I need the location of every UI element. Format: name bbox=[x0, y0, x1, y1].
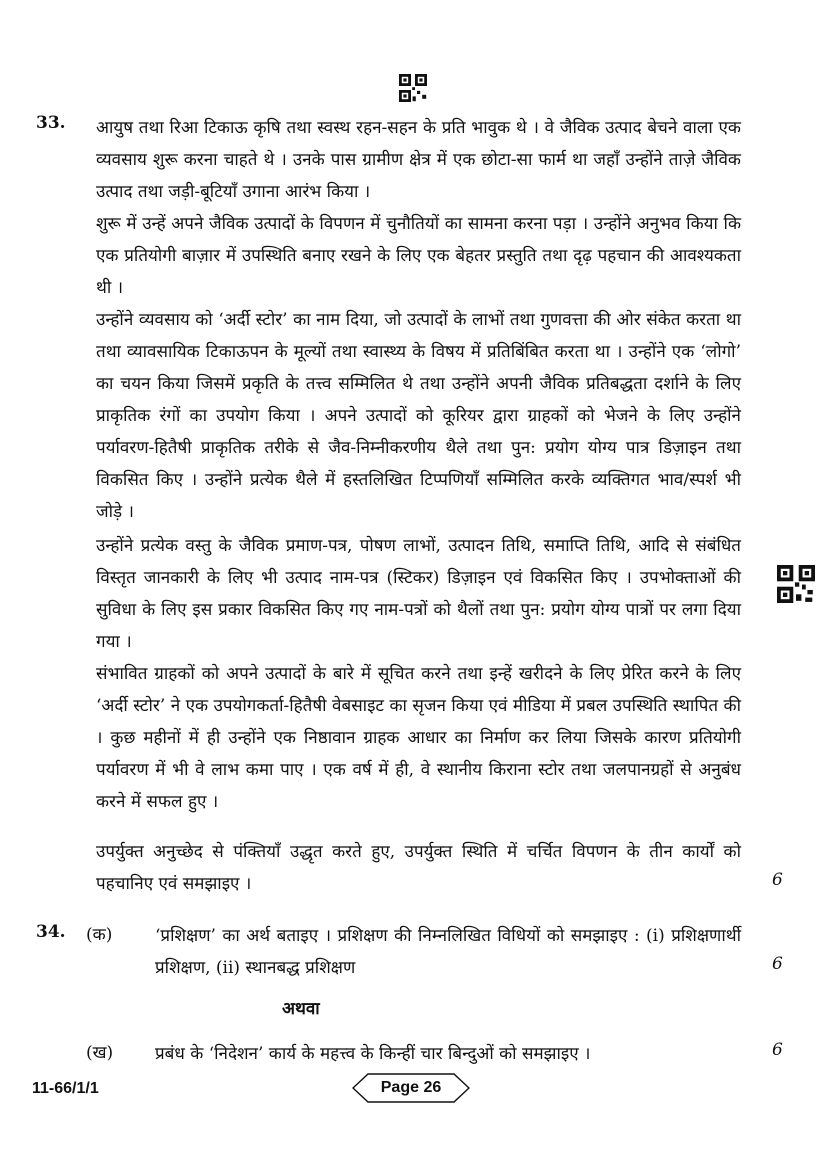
qr-code-icon bbox=[777, 565, 815, 603]
paper-code: 11-66/1/1 bbox=[32, 1080, 99, 1097]
sub-question-label: (क) bbox=[86, 925, 113, 945]
question-number: 33. bbox=[36, 113, 66, 133]
q33-paragraph-2: शुरू में उन्हें अपने जैविक उत्पादों के विपणन में चुनौतियों का सामना करना पड़ा । उन्होंने अनुभव किया कि एक प्रतियोगी बाज़ार में उपस्थिति बनाए रखने के लिए एक बेहतर प्रस्तुति तथा दृढ़ पहचान की आवश्यकता थी । bbox=[96, 214, 741, 298]
q34-part-a-text: ‘प्रशिक्षण’ का अर्थ बताइए । प्रशिक्षण की निम्नलिखित विधियों को समझाइए : (i) प्रशिक्षणार्थी प्रशिक्षण, (ii) स्थानबद्ध प्रशिक्षण bbox=[155, 926, 741, 978]
marks: 6 bbox=[772, 1040, 783, 1060]
page-number-badge bbox=[352, 1073, 470, 1103]
q34-part-b-text: प्रबंध के ‘निदेशन’ कार्य के महत्त्व के किन्हीं चार बिन्दुओं को समझाइए । bbox=[155, 1044, 591, 1064]
marks: 6 bbox=[772, 954, 783, 974]
marks: 6 bbox=[772, 870, 783, 890]
q33-paragraph-4: उन्होंने प्रत्येक वस्तु के जैविक प्रमाण-पत्र, पोषण लाभों, उत्पादन तिथि, समाप्ति तिथि, आदि से संबंधित विस्तृत जानकारी के लिए भी उत्पाद नाम-पत्र (स्टिकर) डिज़ाइन एवं विकसित किए । उपभोक्ताओं की सुविधा के लिए इस प्रकार विकसित किए गए नाम-पत्रों को थैलों तथा पुन: प्रयोग योग्य पात्रों पर लगा दिया गया । bbox=[96, 536, 741, 652]
qr-code-icon bbox=[399, 74, 427, 102]
sub-question-label: (ख) bbox=[86, 1043, 114, 1063]
q33-question: उपर्युक्त अनुच्छेद से पंक्तियाँ उद्धृत करते हुए, उपर्युक्त स्थिति में चर्चित विपणन के तीन कार्यों को पहचानिए एवं समझाइए । bbox=[96, 842, 741, 894]
or-label: अथवा bbox=[282, 999, 320, 1019]
question-number: 34. bbox=[36, 922, 66, 942]
q33-paragraph-5: संभावित ग्राहकों को अपने उत्पादों के बारे में सूचित करने तथा इन्हें खरीदने के लिए प्रेरित करने के लिए ‘अर्दी स्टोर’ ने एक उपयोगकर्ता-हितैषी वेबसाइट का सृजन किया एवं मीडिया में प्रबल उपस्थिति स्थापित की । कुछ महीनों में ही उन्होंने एक निष्ठावान ग्राहक आधार का निर्माण कर लिया जिसके कारण प्रतियोगी पर्यावरण में भी वे लाभ कमा पाए । एक वर्ष में ही, वे स्थानीय किराना स्टोर तथा जलपानग्रहों से अनुबंध करने में सफल हुए । bbox=[96, 664, 741, 812]
page-number: Page 26 bbox=[380, 1079, 442, 1096]
q33-paragraph-1: आयुष तथा रिआ टिकाऊ कृषि तथा स्वस्थ रहन-सहन के प्रति भावुक थे । वे जैविक उत्पाद बेचने वाला एक व्यवसाय शुरू करना चाहते थे । उनके पास ग्रामीण क्षेत्र में एक छोटा-सा फार्म था जहाँ उन्होंने ताज़े जैविक उत्पाद तथा जड़ी-बूटियाँ उगाना आरंभ किया । bbox=[96, 118, 741, 202]
q33-paragraph-3: उन्होंने व्यवसाय को ‘अर्दी स्टोर’ का नाम दिया, जो उत्पादों के लाभों तथा गुणवत्ता की ओर संकेत करता था तथा व्यावसायिक टिकाऊपन के मूल्यों तथा स्वास्थ्य के विषय में प्रतिबिंबित करता था । उन्होंने एक ‘लोगो’ का चयन किया जिसमें प्रकृति के तत्त्व सम्मिलित थे तथा उन्होंने अपनी जैविक प्रतिबद्धता दर्शाने के लिए प्राकृतिक रंगों का उपयोग किया । अपने उत्पादों को कूरियर द्वारा ग्राहकों को भेजने के लिए उन्होंने पर्यावरण-हितैषी प्राकृतिक तरीके से जैव-निम्नीकरणीय थैले तथा पुन: प्रयोग योग्य पात्र डिज़ाइन तथा विकसित किए । उन्होंने प्रत्येक थैले में हस्तलिखित टिप्पणियाँ सम्मिलित करके व्यक्तिगत भाव/स्पर्श भी जोड़े । bbox=[96, 310, 741, 522]
